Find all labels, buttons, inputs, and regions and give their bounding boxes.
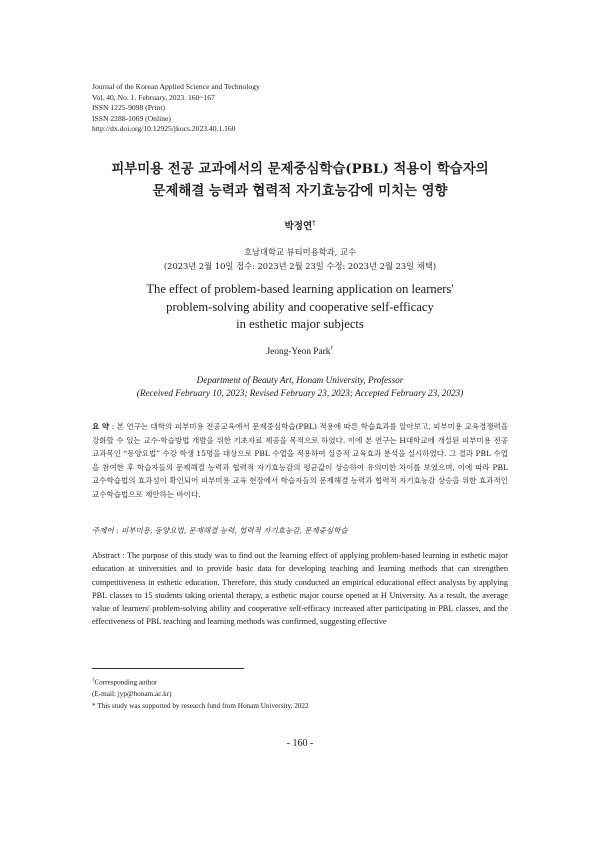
korean-author-name: 박정연 xyxy=(284,221,313,232)
doi-link[interactable]: http://dx.doi.org/10.12925/jkocs.2023.40.1.160 xyxy=(92,124,236,134)
english-title-line: in esthetic major subjects xyxy=(236,317,364,332)
issn-print: ISSN 1225-9098 (Print) xyxy=(92,103,165,113)
english-author-name: Jeong-Yeon Park xyxy=(266,347,331,358)
page-number: - 160 - xyxy=(286,738,314,749)
footnote-divider xyxy=(92,668,244,669)
footnotes xyxy=(92,675,512,712)
korean-author xyxy=(0,218,600,232)
corresponding-mark: † xyxy=(92,678,95,683)
journal-name: Journal of the Korean Applied Science and Technology xyxy=(92,82,260,91)
korean-abstract xyxy=(92,420,508,501)
journal-volume: Vol. 40, No. 1. February, 2023. 160~167 xyxy=(92,92,215,102)
korean-keywords: 주제어 : 피부미용, 동양요법, 문제해결 능력, 협력적 자기효능감, 문제중심학습 xyxy=(92,526,348,535)
korean-title-line: 문제해결 능력과 협력적 자기효능감에 미치는 영향 xyxy=(152,183,448,199)
corresponding-mark: † xyxy=(330,346,334,352)
english-abstract xyxy=(92,549,508,629)
english-abstract-label: Abstract xyxy=(92,551,121,560)
english-title xyxy=(40,281,560,334)
english-affiliation-block xyxy=(0,374,600,400)
corresponding-author-label: Corresponding author xyxy=(94,678,158,687)
email-note: (E-mail: jyp@honam.ac.kr) xyxy=(92,689,172,698)
korean-abstract-label: 요 약 xyxy=(92,422,110,431)
english-dates: (Received February 10, 2023; Revised February 23, 2023; Accepted February 23, 2023) xyxy=(136,388,464,399)
issn-online: ISSN 2288-1069 (Online) xyxy=(92,113,171,123)
english-author xyxy=(0,346,600,357)
corresponding-author-note xyxy=(92,675,512,689)
english-title-line: problem-solving ability and cooperative self-efficacy xyxy=(166,299,434,314)
korean-affiliation: 호남대학교 뷰티미용학과, 교수 xyxy=(243,247,357,257)
english-abstract-text: : The purpose of this study was to find out the learning effect of applying problem-based learning in esthetic major education at universities and to provide basic data for developing teaching and learning methods that can strengthen competitiveness in esthetic education. Therefore, this study conducted an empirical educational effect analysis by applying PBL classes to 15 students taking oriental therapy, a esthetic major course opened at H University. As a result, the average value of learners' problem-solving ability and cooperative self-efficacy increased after participating in PBL classes, and the effectiveness of PBL teaching and learning methods was confirmed, suggesting effective xyxy=(92,551,508,627)
korean-dates: (2023년 2월 10일 접수: 2023년 2월 23일 수정: 2023년 2월 23일 채택) xyxy=(163,261,437,271)
korean-title xyxy=(40,158,560,202)
journal-header xyxy=(92,82,260,135)
corresponding-mark: † xyxy=(312,219,316,227)
english-affiliation: Department of Beauty Art, Honam University, Professor xyxy=(196,375,404,385)
korean-abstract-text: : 본 연구는 대학의 피부미용 전공교육에서 문제중심학습(PBL) 적용에 따른 학습효과를 알아보고, 피부미용 교육경쟁력을 강화할 수 있는 교수-학습방법 개발을 위한 기초자료 제공을 목적으로 하였다. 이에 본 연구는 H대학교에 개설된 피부미용 전공 교과목인 “동양요법” 수강 학생 15명을 대상으로 PBL 수업을 적용하여 실증적 교육효과 분석을 실시하였다. 그 결과 PBL 수업을 참여한 후 학습자들의 문제해결 능력과 협력적 자기효능감의 평균값이 상승하여 유의미한 차이를 보였으며, 이에 따라 PBL 교수학습법의 효과성이 확인되어 피부미용 교육 현장에서 학습자들의 문제해결 능력과 협력적 자기효능감 상승을 위한 효과적인 교수학습법으로 제안하는 바이다. xyxy=(92,422,508,499)
korean-affiliation-block xyxy=(0,245,600,273)
korean-title-line: 피부미용 전공 교과에서의 문제중심학습(PBL) 적용이 학습자의 xyxy=(111,161,489,177)
funding-note: * This study was supported by research fund from Honam University, 2022 xyxy=(92,701,309,710)
english-title-line: The effect of problem-based learning application on learners' xyxy=(146,282,454,296)
